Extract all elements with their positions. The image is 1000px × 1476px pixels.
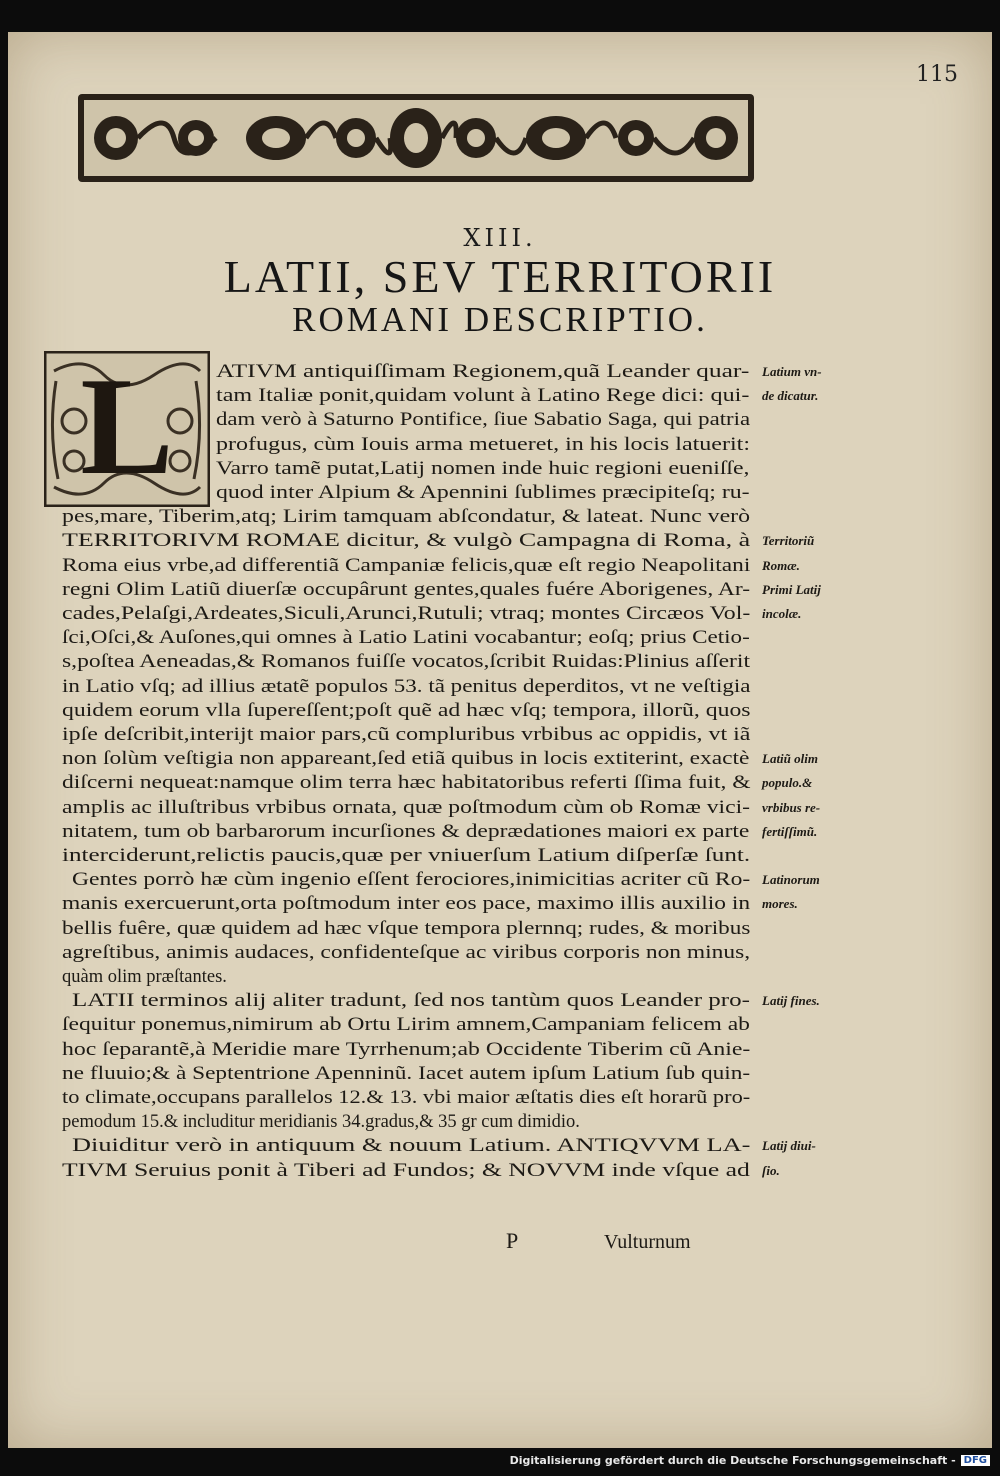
digitization-footer [510, 1454, 990, 1467]
text-line: ipſe deſcribit,interijt maior pars,cũ compluribus vrbibus ac oppidis, vt iã [62, 725, 751, 745]
margin-note: Primi Latij [762, 581, 821, 597]
text-line: diſcerni nequeat:namque olim terra hæc habitatoribus referti ſſima fuit, & [62, 773, 751, 794]
text-line: quod inter Alpium & Apennini ſublimes præcipiteſq; ru- [216, 483, 750, 503]
text-line: regni Olim Latiũ diuerſæ occupârunt gentes,quales fuére Aborigenes, Ar- [62, 579, 751, 600]
text-line: manis exercuerunt,orta poſtmodum inter eos pace, maximo illis auxilio in [62, 894, 751, 915]
text-line: Diuiditur verò in antiquum & nouum Latium. ANTIQVVM LA- [72, 1136, 751, 1157]
margin-note: Latij diui- [762, 1138, 816, 1154]
decorated-initial [44, 351, 210, 507]
text-line: Gentes porrò hæ cùm ingenio eſſent ferociores,inimicitias acriter cũ Ro- [72, 870, 751, 891]
section-number: XIII. [463, 224, 537, 252]
text-line: dam verò à Saturno Pontifice, ſiue Sabatio Saga, qui patria [216, 410, 751, 431]
text-line: pemodum 15.& includitur meridianis 34.gradus,& 35 gr cum dimidio. [62, 1112, 580, 1133]
dfg-logo: DFG [961, 1455, 990, 1466]
signature-mark: P [506, 1228, 519, 1253]
text-line: ne fluuio;& à Septentrione Apenninũ. Iacet autem ipſum Latium ſub quin- [62, 1063, 751, 1084]
text-line: ſci,Oſci,& Auſones,qui omnes à Latio Latini vocabantur; eoſq; prius Cetio- [62, 628, 750, 649]
margin-note: incolæ. [762, 606, 802, 621]
text-line: in Latio vſq; ad illius ætatẽ populos 53. tã penitus deperditos, vt ne veſtigia [62, 676, 751, 697]
text-line: LATII terminos alij aliter tradunt, ſed nos tantùm quos Leander pro- [72, 991, 750, 1012]
text-line: quidem eorum vlla ſupereſſent;poſt quẽ ad hæc vſq; tempora, illorũ, quos [62, 700, 751, 721]
text-line: hoc ſeparantẽ,à Meridie mare Tyrrhenum;ab Occidente Tiberim cũ Anie- [62, 1039, 751, 1060]
text-line: s,poſtea Aeneadas,& Romanos fuiſſe vocatos,ſcribit Ruidas:Plinius aſſerit [62, 652, 751, 673]
margin-note: Romæ. [762, 557, 800, 573]
text-line: bellis fuêre, quæ quidem ad hæc vſque tempora plernnq; rudes, & moribus [62, 918, 751, 939]
margin-note: Latiũ olim [762, 751, 818, 767]
margin-note: vrbibus re- [762, 799, 821, 815]
margin-note: de dicatur. [762, 388, 819, 404]
text-line: cades,Pelaſgi,Ardeates,Siculi,Arunci,Rutuli; vtraq; montes Circæos Vol- [62, 604, 751, 624]
margin-note: ſio. [762, 1162, 780, 1178]
text-line: profugus, cùm Iouis arma metueret, in his locis latuerit: [216, 434, 751, 455]
margin-note: mores. [762, 896, 798, 912]
title-line-2: ROMANI DESCRIPTIO. [292, 300, 708, 339]
text-line: pes,mare, Tiberim,atq; Lirim tamquam abſcondatur, & lateat. Nunc verò [62, 507, 751, 528]
initial-letter: L [80, 349, 174, 504]
margin-note: Latium vn- [762, 364, 822, 379]
text-line: tam Italiæ ponit,quidam volunt à Latino Rege dici: qui- [216, 386, 750, 407]
text-line: to climate,occupans parallelos 12.& 13. vbi maior æſtatis dies eſt horarũ pro- [62, 1088, 751, 1108]
text-line: TERRITORIVM ROMAE dicitur, & vulgò Campagna di Roma, à [62, 531, 751, 552]
margin-note: Latij fines. [762, 993, 820, 1009]
text-line: non ſolùm veſtigia non appareant,ſed etiã quibus in locis extiterint, exactè [62, 749, 750, 770]
catchword: Vulturnum [604, 1231, 691, 1253]
footer-text: Digitalisierung gefördert durch die Deutsche Forschungsgemeinschaft - [509, 1454, 956, 1467]
decorative-headpiece [76, 92, 756, 184]
text-line: quàm olim præſtantes. [62, 967, 227, 987]
title-line-1: LATII, SEV TERRITORII [223, 251, 777, 302]
margin-note: Territoriũ [762, 533, 815, 549]
text-line: Roma eius vrbe,ad differentiã Campaniæ felicis,quæ eſt regio Neapolitani [62, 555, 751, 576]
margin-note: Latinorum [762, 872, 820, 888]
margin-note: populo.& [762, 775, 813, 791]
text-line: interciderunt,relictis paucis,quæ per vniuerſum Latium diſperſæ ſunt. [62, 846, 751, 866]
text-line: Varro tamẽ putat,Latij nomen inde huic regioni eueniſſe, [216, 458, 750, 479]
text-line: ATIVM antiquiſſimam Regionem,quã Leander quar- [216, 362, 750, 382]
text-line: amplis ac illuſtribus vrbibus ornata, quæ poſtmodum cùm ob Romæ vici- [62, 797, 751, 818]
text-line: TIVM Seruius ponit à Tiberi ad Fundos; & NOVVM inde vſque ad [62, 1160, 750, 1181]
text-line: agreſtibus, animis audaces, confidenteſque ac viribus corporis non minus, [62, 942, 751, 963]
margin-note: fertiſſimũ. [762, 823, 818, 839]
page-number: 115 [916, 62, 958, 87]
text-line: nitatem, tum ob barbarorum incurſiones & deprædationes maiori ex parte [62, 821, 750, 842]
text-line: ſequitur ponemus,nimirum ab Ortu Lirim amnem,Campaniam felicem ab [62, 1015, 750, 1036]
